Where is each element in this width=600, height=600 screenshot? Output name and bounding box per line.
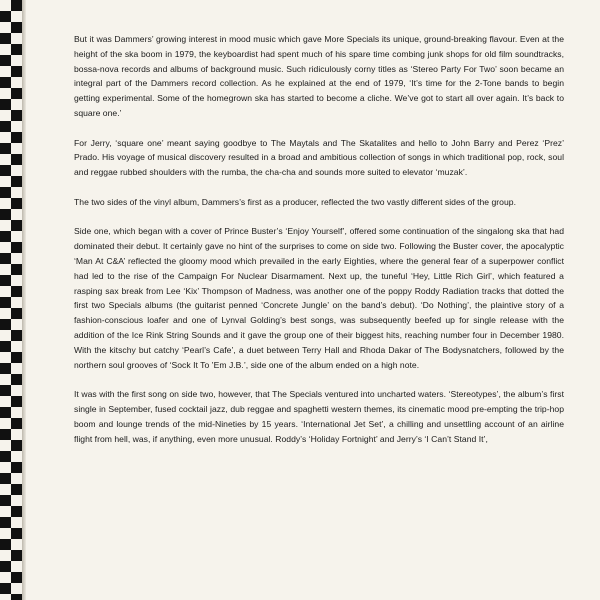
paragraph-2: For Jerry, ‘square one’ meant saying goodbye to The Maytals and The Skatalites and hello to John Barry and Perez ‘Prez’ Prado. His voyage of musical discovery resulted in a broad and ambitious collection of songs in which traditional pop, rock, soul and reggae rubbed shoulders with the rumba, the cha-cha and sounds more suited to elevator ‘muzak’.: [74, 137, 564, 178]
page-binding-shadow: [22, 0, 26, 600]
paragraph-4: Side one, which began with a cover of Prince Buster’s ‘Enjoy Yourself’, offered some continuation of the singalong ska that had dominated their debut. It certainly gave no hint of the surprises to come on side two. Following the Buster cover, the apocalyptic ‘Man At C&A’ reflected the gloomy mood which prevailed in the early Eighties, where the general fear of a superpower conflict had led to the rise of the Campaign For Nuclear Disarmament. Next up, the tuneful ‘Hey, Little Rich Girl’, which featured a rasping sax break from Lee ‘Kix’ Thompson of Madness, was another one of the poppy Roddy Radiation tracks that dotted the first two Specials albums (the guitarist penned ‘Concrete Jungle’ on the band’s debut). ‘Do Nothing’, the plaintive story of a fashion-conscious loafer and one of Lynval Golding’s best songs, was subsequently beefed up for single release with the addition of the Ice Rink String Sounds and it gave the group one of their biggest hits, reaching number four in December 1980. With the kitschy but catchy ‘Pearl’s Cafe’, a duet between Terry Hall and Rhoda Dakar of The Bodysnatchers, followed by the northern soul grooves of ‘Sock It To ’Em J.B.’, side one of the album ended on a high note.: [74, 226, 564, 370]
paragraph-1: But it was Dammers’ growing interest in mood music which gave More Specials its unique, ground-breaking flavour. Even at the height of the ska boom in 1979, the keyboardist had spent much of his spare time combing junk shops for old film soundtracks, bossa-nova records and albums of background music. Such ridiculously corny titles as ‘Stereo Party For Two’ soon became an integral part of the Dammers record collection. As he explained at the end of 1979, ‘It’s time for the 2-Tone bands to begin getting experimental. Some of the homegrown ska has started to become a cliche. We’ve got to start all over again. It’s back to square one.’: [74, 34, 564, 118]
paragraph-5: It was with the first song on side two, however, that The Specials ventured into uncharted waters. ‘Stereotypes’, the album’s first single in September, fused cocktail jazz, dub reggae and spaghetti western themes, its cinematic mood pre-empting the trip-hop boom and lounge trends of the mid-Nineties by 15 years. ‘International Jet Set’, a chilling and unsettling account of an airline flight from hell, was, if anything, even more unusual. Roddy’s ‘Holiday Fortnight’ and Jerry’s ‘I Can’t Stand It’,: [74, 389, 564, 444]
article-body: [74, 32, 564, 461]
paragraph-3: The two sides of the vinyl album, Dammers’s first as a producer, reflected the two vastly different sides of the group.: [74, 196, 516, 207]
checkerboard-border: [0, 0, 22, 600]
